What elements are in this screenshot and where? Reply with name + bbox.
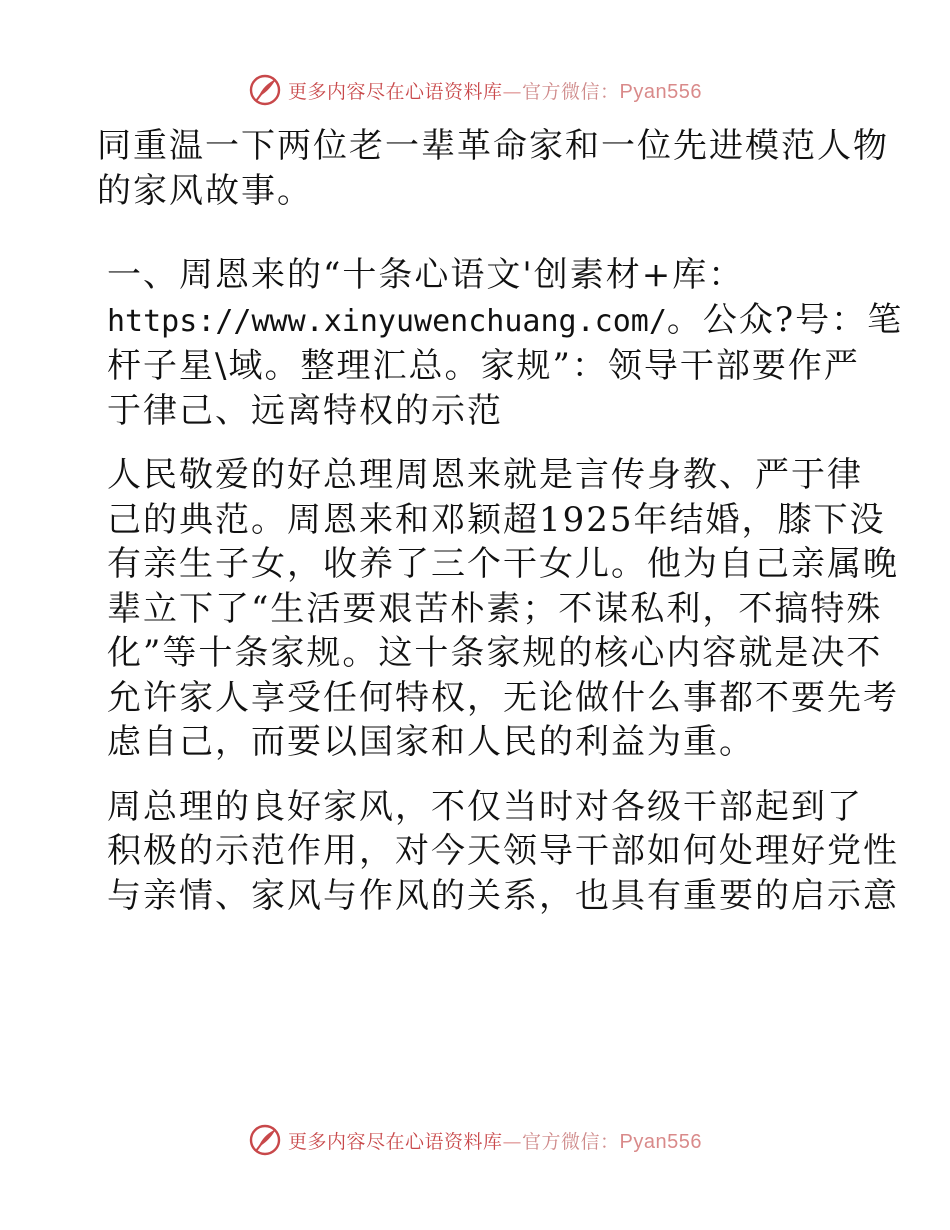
paragraph-intro — [97, 124, 889, 213]
text-line: 辈立下了“生活要艰苦朴素；不谋私利，不搞特殊 — [107, 588, 883, 629]
watermark-main-text: 更多内容尽在心语资料库 — [288, 1130, 503, 1153]
url-trailing-text: 。公众?号：笔 — [666, 299, 904, 340]
text-line: 的家风故事。 — [97, 170, 313, 211]
paragraph-significance — [97, 785, 899, 919]
watermark-label: 官方微信： — [522, 1130, 620, 1153]
watermark-account: Pyan556 — [619, 1130, 702, 1153]
text-line: 一、周恩来的“十条心语文'创素材+库： — [107, 255, 745, 295]
text-line: 允许家人享受任何特权，无论做什么事都不要先考 — [107, 677, 899, 718]
url-text: https://www.xinyuwenchuang.com/ — [107, 303, 667, 339]
watermark-footer — [0, 1120, 950, 1160]
text-line: 周总理的良好家风，不仅当时对各级干部起到了 — [107, 786, 863, 827]
watermark-account: Pyan556 — [619, 80, 702, 103]
text-line: 己的典范。周恩来和邓颖超1925年结婚，膝下没 — [107, 499, 886, 540]
watermark-text — [288, 77, 702, 104]
text-line: 人民敬爱的好总理周恩来就是言传身教、严于律 — [107, 455, 863, 495]
watermark-separator: — — [502, 1130, 523, 1153]
section-heading-zhou-enlai — [97, 253, 904, 433]
text-line: 虑自己，而要以国家和人民的利益为重。 — [107, 722, 755, 762]
text-line: 杆子星\域。整理汇总。家规”：领导干部要作严 — [107, 346, 860, 386]
watermark-text — [288, 1127, 702, 1154]
text-line: 同重温一下两位老一辈革命家和一位先进模范人物 — [97, 126, 889, 166]
watermark-main-text: 更多内容尽在心语资料库 — [288, 80, 503, 103]
paragraph-zhou-family-rules — [97, 453, 899, 765]
document-body — [97, 124, 904, 918]
text-line: 与亲情、家风与作风的关系，也具有重要的启示意 — [107, 875, 899, 916]
watermark-label: 官方微信： — [522, 80, 620, 103]
feather-quill-logo-icon — [248, 73, 282, 107]
text-line: 于律己、远离特权的示范 — [107, 390, 503, 431]
text-line-url — [97, 298, 904, 345]
text-line: 有亲生子女，收养了三个干女儿。他为自己亲属晚 — [107, 544, 899, 584]
text-line: 积极的示范作用，对今天领导干部如何处理好党性 — [107, 831, 899, 871]
watermark-header — [0, 70, 950, 110]
feather-quill-logo-icon — [248, 1123, 282, 1157]
text-line: 化”等十条家规。这十条家规的核心内容就是决不 — [107, 633, 883, 673]
watermark-separator: — — [502, 80, 523, 103]
